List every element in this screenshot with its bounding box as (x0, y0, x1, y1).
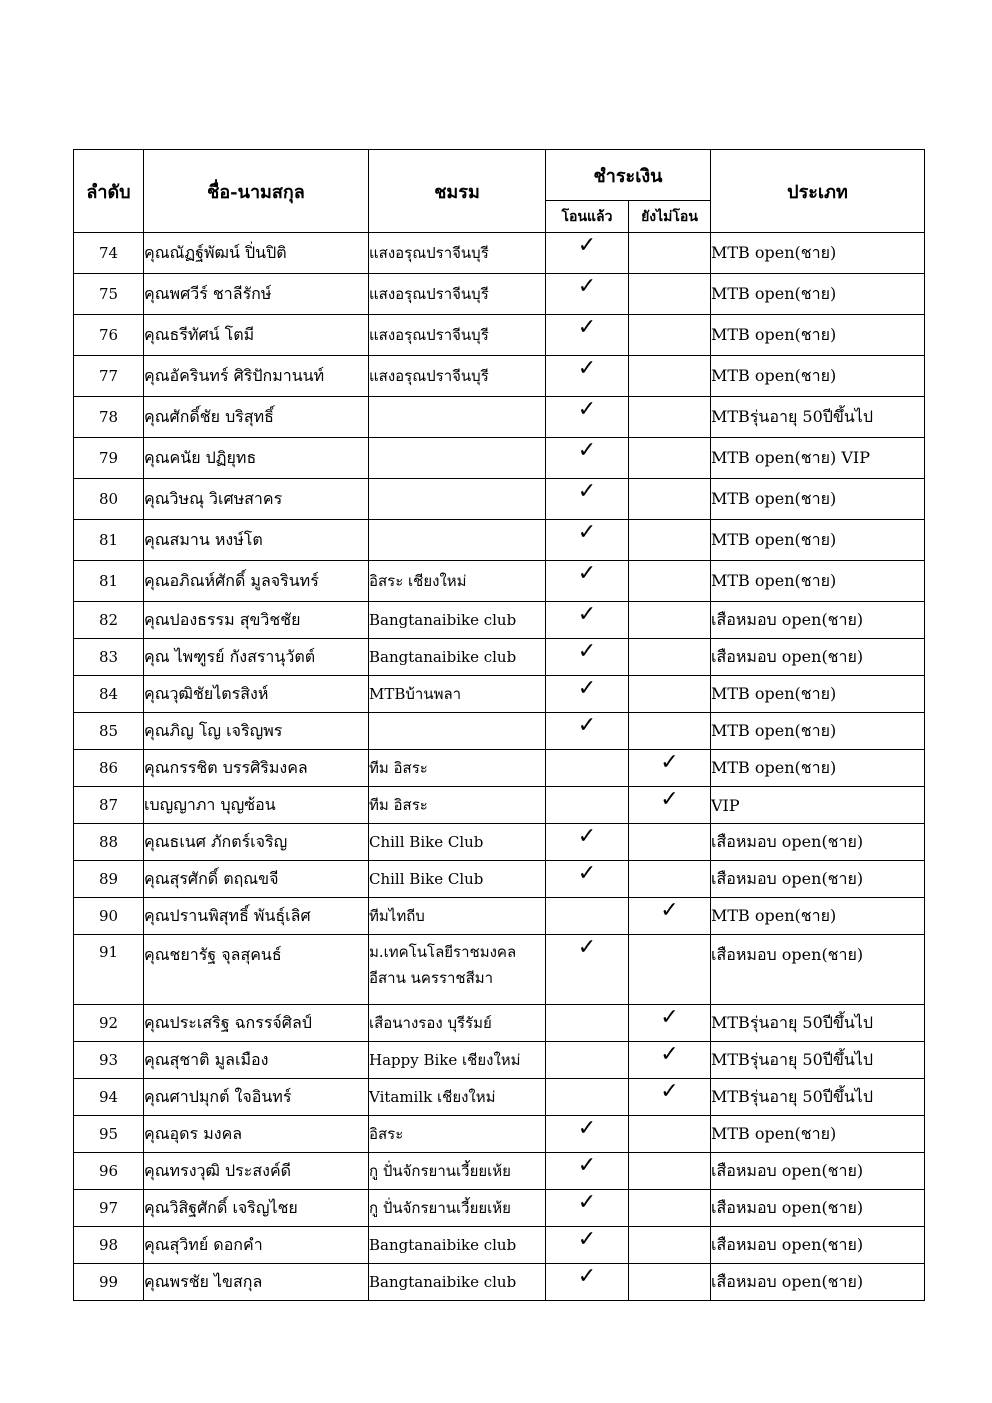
table-row (74, 1079, 925, 1116)
check-icon: ✓ (660, 898, 679, 923)
row-number: 96 (74, 1153, 144, 1190)
check-icon: ✓ (577, 1153, 597, 1178)
paid-cell (546, 787, 629, 824)
paid-cell (546, 479, 629, 520)
paid-cell (546, 397, 629, 438)
unpaid-cell (629, 315, 711, 356)
table-body (74, 233, 925, 1301)
participant-name: คุณวุฒิชัยไตรสิงห์ (144, 676, 369, 713)
participant-name: คุณศักดิ์ชัย บริสุทธิ์ (144, 397, 369, 438)
row-number: 74 (74, 233, 144, 274)
category-type: เสือหมอบ open(ชาย) (711, 824, 925, 861)
row-number: 95 (74, 1116, 144, 1153)
category-type: MTB open(ชาย) (711, 356, 925, 397)
row-number: 94 (74, 1079, 144, 1116)
row-number: 98 (74, 1227, 144, 1264)
paid-cell (546, 861, 629, 898)
participant-name: คุณวิษณุ วิเศษสาคร (144, 479, 369, 520)
paid-cell (546, 438, 629, 479)
paid-cell (546, 824, 629, 861)
table-row (74, 1264, 925, 1301)
row-number: 99 (74, 1264, 144, 1301)
check-icon: ✓ (660, 750, 679, 775)
unpaid-cell (629, 233, 711, 274)
participant-name: คุณทรงวุฒิ ประสงค์ดี (144, 1153, 369, 1190)
participant-name: คุณธเนศ ภักตร์เจริญ (144, 824, 369, 861)
participant-name: คุณสุวิทย์ ดอกคำ (144, 1227, 369, 1264)
paid-cell (546, 356, 629, 397)
paid-cell (546, 898, 629, 935)
unpaid-cell (629, 1116, 711, 1153)
row-number: 89 (74, 861, 144, 898)
check-icon: ✓ (577, 639, 597, 664)
unpaid-cell (629, 1153, 711, 1190)
unpaid-cell (629, 356, 711, 397)
paid-cell (546, 1116, 629, 1153)
paid-cell (546, 233, 629, 274)
club-name (369, 438, 546, 479)
unpaid-cell (629, 824, 711, 861)
header-club: ชมรม (369, 150, 546, 233)
paid-cell (546, 1227, 629, 1264)
participant-name: คุณสมาน หงษ์โต (144, 520, 369, 561)
paid-cell (546, 1264, 629, 1301)
participant-name: เบญญาภา บุญซ้อน (144, 787, 369, 824)
unpaid-cell (629, 639, 711, 676)
table-row (74, 479, 925, 520)
table-row (74, 750, 925, 787)
club-name: แสงอรุณปราจีนบุรี (369, 233, 546, 274)
participant-name: คุณคนัย ปฏิยุทธ (144, 438, 369, 479)
category-type: MTB open(ชาย) (711, 520, 925, 561)
participant-name: คุณกรรชิต บรรศิริมงคล (144, 750, 369, 787)
category-type: เสือหมอบ open(ชาย) (711, 1264, 925, 1301)
club-name: แสงอรุณปราจีนบุรี (369, 274, 546, 315)
row-number: 88 (74, 824, 144, 861)
row-number: 87 (74, 787, 144, 824)
check-icon: ✓ (577, 520, 597, 545)
table-row (74, 639, 925, 676)
row-number: 91 (74, 935, 144, 1005)
club-name: แสงอรุณปราจีนบุรี (369, 356, 546, 397)
category-type: MTB open(ชาย) (711, 676, 925, 713)
check-icon: ✓ (577, 713, 597, 738)
row-number: 79 (74, 438, 144, 479)
paid-cell (546, 639, 629, 676)
unpaid-cell (629, 787, 711, 824)
paid-cell (546, 602, 629, 639)
paid-cell (546, 1042, 629, 1079)
unpaid-cell (629, 479, 711, 520)
table-row (74, 935, 925, 1005)
registration-table (73, 149, 925, 1301)
row-number: 81 (74, 561, 144, 602)
club-name: Bangtanaibike club (369, 639, 546, 676)
check-icon: ✓ (577, 824, 597, 849)
check-icon: ✓ (577, 861, 597, 886)
paid-cell (546, 274, 629, 315)
club-name (369, 520, 546, 561)
check-icon: ✓ (577, 479, 597, 504)
row-number: 82 (74, 602, 144, 639)
check-icon: ✓ (577, 315, 597, 340)
club-name: อิสระ (369, 1116, 546, 1153)
participant-name: คุณศาปมุกต์ ใจอินทร์ (144, 1079, 369, 1116)
check-icon: ✓ (577, 676, 597, 701)
table-row (74, 861, 925, 898)
table-row (74, 315, 925, 356)
header-paid: โอนแล้ว (546, 201, 629, 233)
participant-name: คุณประเสริฐ ฉกรรจ์ศิลป์ (144, 1005, 369, 1042)
unpaid-cell (629, 520, 711, 561)
club-name: ม.เทคโนโลยีราชมงคล อีสาน นครราชสีมา (369, 935, 546, 1005)
unpaid-cell (629, 898, 711, 935)
row-number: 75 (74, 274, 144, 315)
paid-cell (546, 1079, 629, 1116)
row-number: 86 (74, 750, 144, 787)
check-icon: ✓ (577, 233, 597, 258)
category-type: MTBรุ่นอายุ 50ปีขึ้นไป (711, 1042, 925, 1079)
table-row (74, 356, 925, 397)
category-type: MTB open(ชาย) (711, 315, 925, 356)
unpaid-cell (629, 561, 711, 602)
participant-name: คุณสุรศักดิ์ ตฤณขจี (144, 861, 369, 898)
paid-cell (546, 315, 629, 356)
table-row (74, 1042, 925, 1079)
participant-name: คุณวิสิฐศักดิ์ เจริญไชย (144, 1190, 369, 1227)
club-name: Happy Bike เชียงใหม่ (369, 1042, 546, 1079)
unpaid-cell (629, 1264, 711, 1301)
club-name (369, 479, 546, 520)
unpaid-cell (629, 713, 711, 750)
category-type: MTB open(ชาย) (711, 233, 925, 274)
club-name (369, 397, 546, 438)
unpaid-cell (629, 438, 711, 479)
category-type: MTB open(ชาย) VIP (711, 438, 925, 479)
check-icon: ✓ (660, 787, 679, 812)
row-number: 81 (74, 520, 144, 561)
participant-name: คุณธรีทัศน์ โตมี (144, 315, 369, 356)
unpaid-cell (629, 1079, 711, 1116)
participant-name: คุณชยารัฐ จุลสุคนธ์ (144, 935, 369, 1005)
club-name: Bangtanaibike club (369, 602, 546, 639)
table-row (74, 898, 925, 935)
club-name: Bangtanaibike club (369, 1227, 546, 1264)
check-icon: ✓ (577, 1190, 597, 1215)
table-row (74, 1227, 925, 1264)
row-number: 92 (74, 1005, 144, 1042)
row-number: 76 (74, 315, 144, 356)
check-icon: ✓ (577, 274, 597, 299)
header-name: ชื่อ-นามสกุล (144, 150, 369, 233)
category-type: เสือหมอบ open(ชาย) (711, 639, 925, 676)
participant-name: คุณอุดร มงคล (144, 1116, 369, 1153)
unpaid-cell (629, 750, 711, 787)
participant-name: คุณสุชาติ มูลเมือง (144, 1042, 369, 1079)
club-name: Bangtanaibike club (369, 1264, 546, 1301)
club-name: Chill Bike Club (369, 824, 546, 861)
category-type: MTB open(ชาย) (711, 750, 925, 787)
unpaid-cell (629, 1190, 711, 1227)
row-number: 80 (74, 479, 144, 520)
check-icon: ✓ (577, 935, 597, 960)
check-icon: ✓ (577, 438, 597, 463)
table-row (74, 397, 925, 438)
check-icon: ✓ (577, 356, 597, 381)
check-icon: ✓ (577, 397, 597, 422)
category-type: MTB open(ชาย) (711, 274, 925, 315)
category-type: MTB open(ชาย) (711, 713, 925, 750)
club-name: แสงอรุณปราจีนบุรี (369, 315, 546, 356)
club-name: กู ปั่นจักรยานเวี้ยยเห้ย (369, 1153, 546, 1190)
unpaid-cell (629, 397, 711, 438)
check-icon: ✓ (660, 1079, 679, 1104)
participant-name: คุณปรานพิสุทธิ์ พันธุ์เลิศ (144, 898, 369, 935)
unpaid-cell (629, 1042, 711, 1079)
club-name: ทีม อิสระ (369, 750, 546, 787)
club-name: Vitamilk เชียงใหม่ (369, 1079, 546, 1116)
table-row (74, 1190, 925, 1227)
club-name: กู ปั่นจักรยานเวี้ยยเห้ย (369, 1190, 546, 1227)
check-icon: ✓ (577, 1227, 597, 1252)
category-type: MTB open(ชาย) (711, 479, 925, 520)
unpaid-cell (629, 602, 711, 639)
row-number: 83 (74, 639, 144, 676)
header-number: ลำดับ (74, 150, 144, 233)
club-name: MTBบ้านพลา (369, 676, 546, 713)
table-row (74, 438, 925, 479)
table-row (74, 824, 925, 861)
category-type: เสือหมอบ open(ชาย) (711, 861, 925, 898)
table-row (74, 787, 925, 824)
table-row (74, 1005, 925, 1042)
check-icon: ✓ (577, 561, 597, 586)
category-type: MTBรุ่นอายุ 50ปีขึ้นไป (711, 397, 925, 438)
row-number: 97 (74, 1190, 144, 1227)
row-number: 84 (74, 676, 144, 713)
category-type: MTBรุ่นอายุ 50ปีขึ้นไป (711, 1005, 925, 1042)
row-number: 90 (74, 898, 144, 935)
table-row (74, 1153, 925, 1190)
club-name: เสือนางรอง บุรีรัมย์ (369, 1005, 546, 1042)
table-row (74, 561, 925, 602)
category-type: MTB open(ชาย) (711, 1116, 925, 1153)
category-type: MTBรุ่นอายุ 50ปีขึ้นไป (711, 1079, 925, 1116)
unpaid-cell (629, 935, 711, 1005)
participant-name: คุณภิญ โญ เจริญพร (144, 713, 369, 750)
table-row (74, 1116, 925, 1153)
participant-name: คุณณัฏฐ์พัฒน์ ปิ่นปิติ (144, 233, 369, 274)
header-unpaid: ยังไม่โอน (629, 201, 711, 233)
check-icon: ✓ (660, 1005, 679, 1030)
check-icon: ✓ (577, 602, 597, 627)
table-row (74, 520, 925, 561)
club-name: อิสระ เชียงใหม่ (369, 561, 546, 602)
paid-cell (546, 750, 629, 787)
category-type: MTB open(ชาย) (711, 561, 925, 602)
table-row (74, 713, 925, 750)
table-row (74, 233, 925, 274)
category-type: MTB open(ชาย) (711, 898, 925, 935)
category-type: เสือหมอบ open(ชาย) (711, 1190, 925, 1227)
club-name: ทีม อิสระ (369, 787, 546, 824)
unpaid-cell (629, 1005, 711, 1042)
club-name (369, 713, 546, 750)
participant-name: คุณปองธรรม สุขวิชชัย (144, 602, 369, 639)
check-icon: ✓ (660, 1042, 679, 1067)
club-name: ทีมไทถีบ (369, 898, 546, 935)
participant-name: คุณ ไพฑูรย์ กังสรานุวัตต์ (144, 639, 369, 676)
participant-name: คุณพรชัย ไขสกุล (144, 1264, 369, 1301)
row-number: 78 (74, 397, 144, 438)
check-icon: ✓ (577, 1264, 597, 1289)
paid-cell (546, 935, 629, 1005)
category-type: VIP (711, 787, 925, 824)
paid-cell (546, 676, 629, 713)
category-type: เสือหมอบ open(ชาย) (711, 602, 925, 639)
header-type: ประเภท (711, 150, 925, 233)
paid-cell (546, 1190, 629, 1227)
row-number: 85 (74, 713, 144, 750)
table-row (74, 602, 925, 639)
category-type: เสือหมอบ open(ชาย) (711, 1153, 925, 1190)
row-number: 77 (74, 356, 144, 397)
category-type: เสือหมอบ open(ชาย) (711, 935, 925, 1005)
club-name: Chill Bike Club (369, 861, 546, 898)
paid-cell (546, 713, 629, 750)
unpaid-cell (629, 676, 711, 713)
paid-cell (546, 520, 629, 561)
row-number: 93 (74, 1042, 144, 1079)
table-row (74, 274, 925, 315)
participant-name: คุณอัครินทร์ ศิริปักมานนท์ (144, 356, 369, 397)
paid-cell (546, 561, 629, 602)
table-row (74, 676, 925, 713)
participant-name: คุณอภิณห์ศักดิ์ มูลจรินทร์ (144, 561, 369, 602)
unpaid-cell (629, 861, 711, 898)
header-payment: ชำระเงิน (546, 150, 711, 201)
paid-cell (546, 1153, 629, 1190)
category-type: เสือหมอบ open(ชาย) (711, 1227, 925, 1264)
participant-name: คุณพศวีร์ ชาลีรักษ์ (144, 274, 369, 315)
check-icon: ✓ (577, 1116, 597, 1141)
unpaid-cell (629, 274, 711, 315)
paid-cell (546, 1005, 629, 1042)
unpaid-cell (629, 1227, 711, 1264)
